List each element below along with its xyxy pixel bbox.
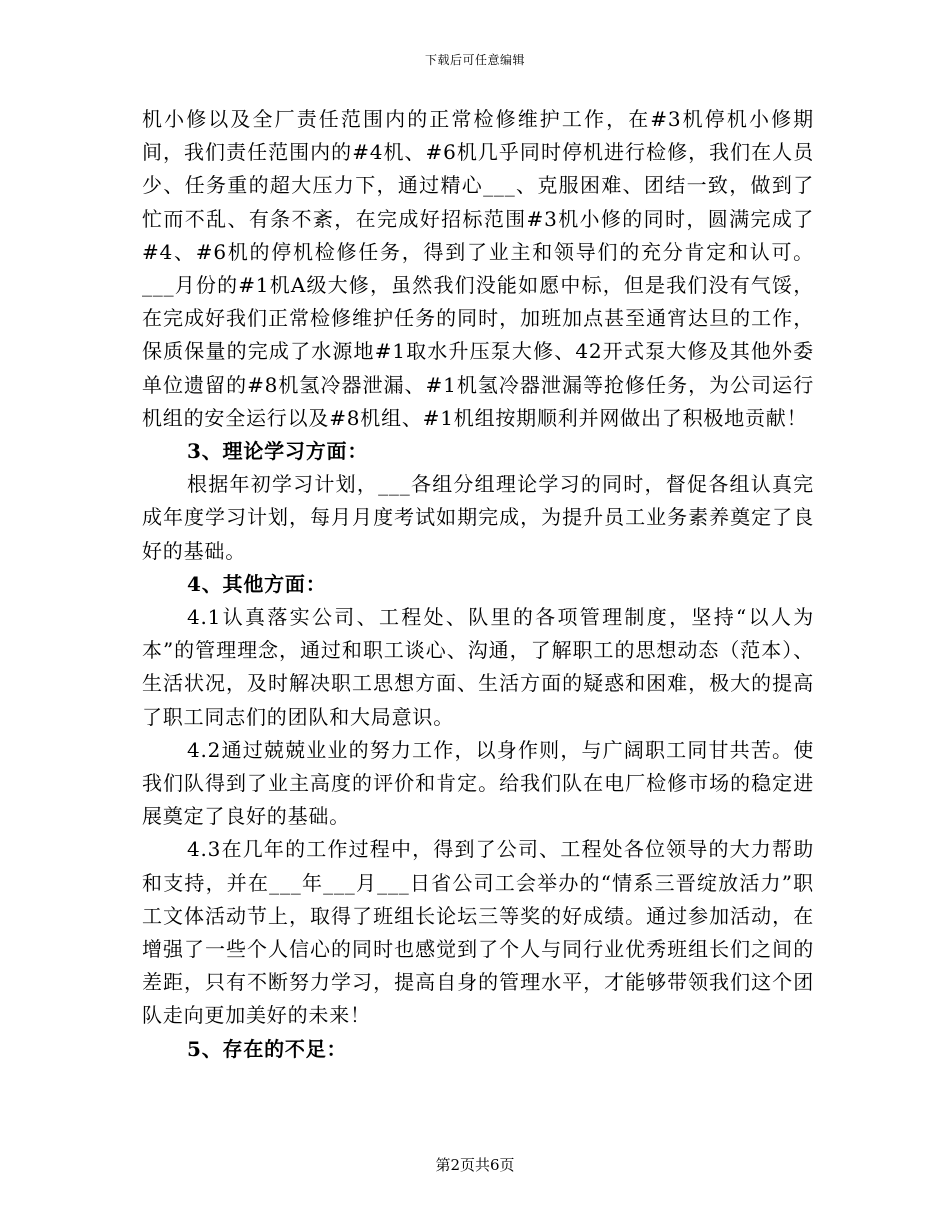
paragraph-item-4-1: 4.1认真落实公司、工程处、队里的各项管理制度，坚持“以人为本”的管理理念，通过和职工谈心、沟通，了解职工的思想动态（范本）、生活状况，及时解决职工思想方面、生活方面的疑惑和困难，极大的提高了职工同志们的团队和大局意识。	[142, 605, 814, 729]
paragraph-theory-study: 根据年初学习计划，___各组分组理论学习的同时，督促各组认真完成年度学习计划，每月月度考试如期完成，为提升员工业务素养奠定了良好的基础。	[142, 472, 814, 563]
section-heading-shortcomings: 5、存在的不足：	[187, 1036, 348, 1061]
section-heading-other-aspects: 4、其他方面：	[187, 571, 327, 596]
page-number-footer: 第2页共6页	[435, 1156, 515, 1174]
document-body	[142, 103, 814, 1066]
paragraph-maintenance: 机小修以及全厂责任范围内的正常检修维护工作，在#3机停机小修期间，我们责任范围内的#4机、#6机几乎同时停机进行检修，我们在人员少、任务重的超大压力下，通过精心___、克服困难、团结一致，做到了忙而不乱、有条不紊，在完成好招标范围#3机小修的同时，圆满完成了#4、#6机的停机检修任务，得到了业主和领导们的充分肯定和认可。___月份的#1机A级大修，虽然我们没能如愿中标，但是我们没有气馁，在完成好我们正常检修维护任务的同时，加班加点甚至通宵达旦的工作，保质保量的完成了水源地#1取水升压泵大修、42开式泵大修及其他外委单位遗留的#8机氢冷器泄漏、#1机氢冷器泄漏等抢修任务，为公司运行机组的安全运行以及#8机组、#1机组按期顺利并网做出了积极地贡献！	[142, 107, 814, 430]
paragraph-item-4-2: 4.2通过兢兢业业的努力工作，以身作则，与广阔职工同甘共苦。使我们队得到了业主高度的评价和肯定。给我们队在电厂检修市场的稳定进展奠定了良好的基础。	[142, 737, 814, 829]
page-header: 下载后可任意编辑	[424, 53, 525, 67]
section-heading-theory-study: 3、理论学习方面：	[187, 439, 369, 464]
paragraph-item-4-3: 4.3在几年的工作过程中，得到了公司、工程处各位领导的大力帮助和支持，并在___年___月___日省公司工会举办的“情系三晋绽放活力”职工文体活动节上，取得了班组长论坛三等奖的好成绩。通过参加活动，在增强了一些个人信心的同时也感觉到了个人与同行业优秀班组长们之间的差距，只有不断努力学习，提高自身的管理水平，才能够带领我们这个团队走向更加美好的未来！	[142, 837, 814, 1028]
